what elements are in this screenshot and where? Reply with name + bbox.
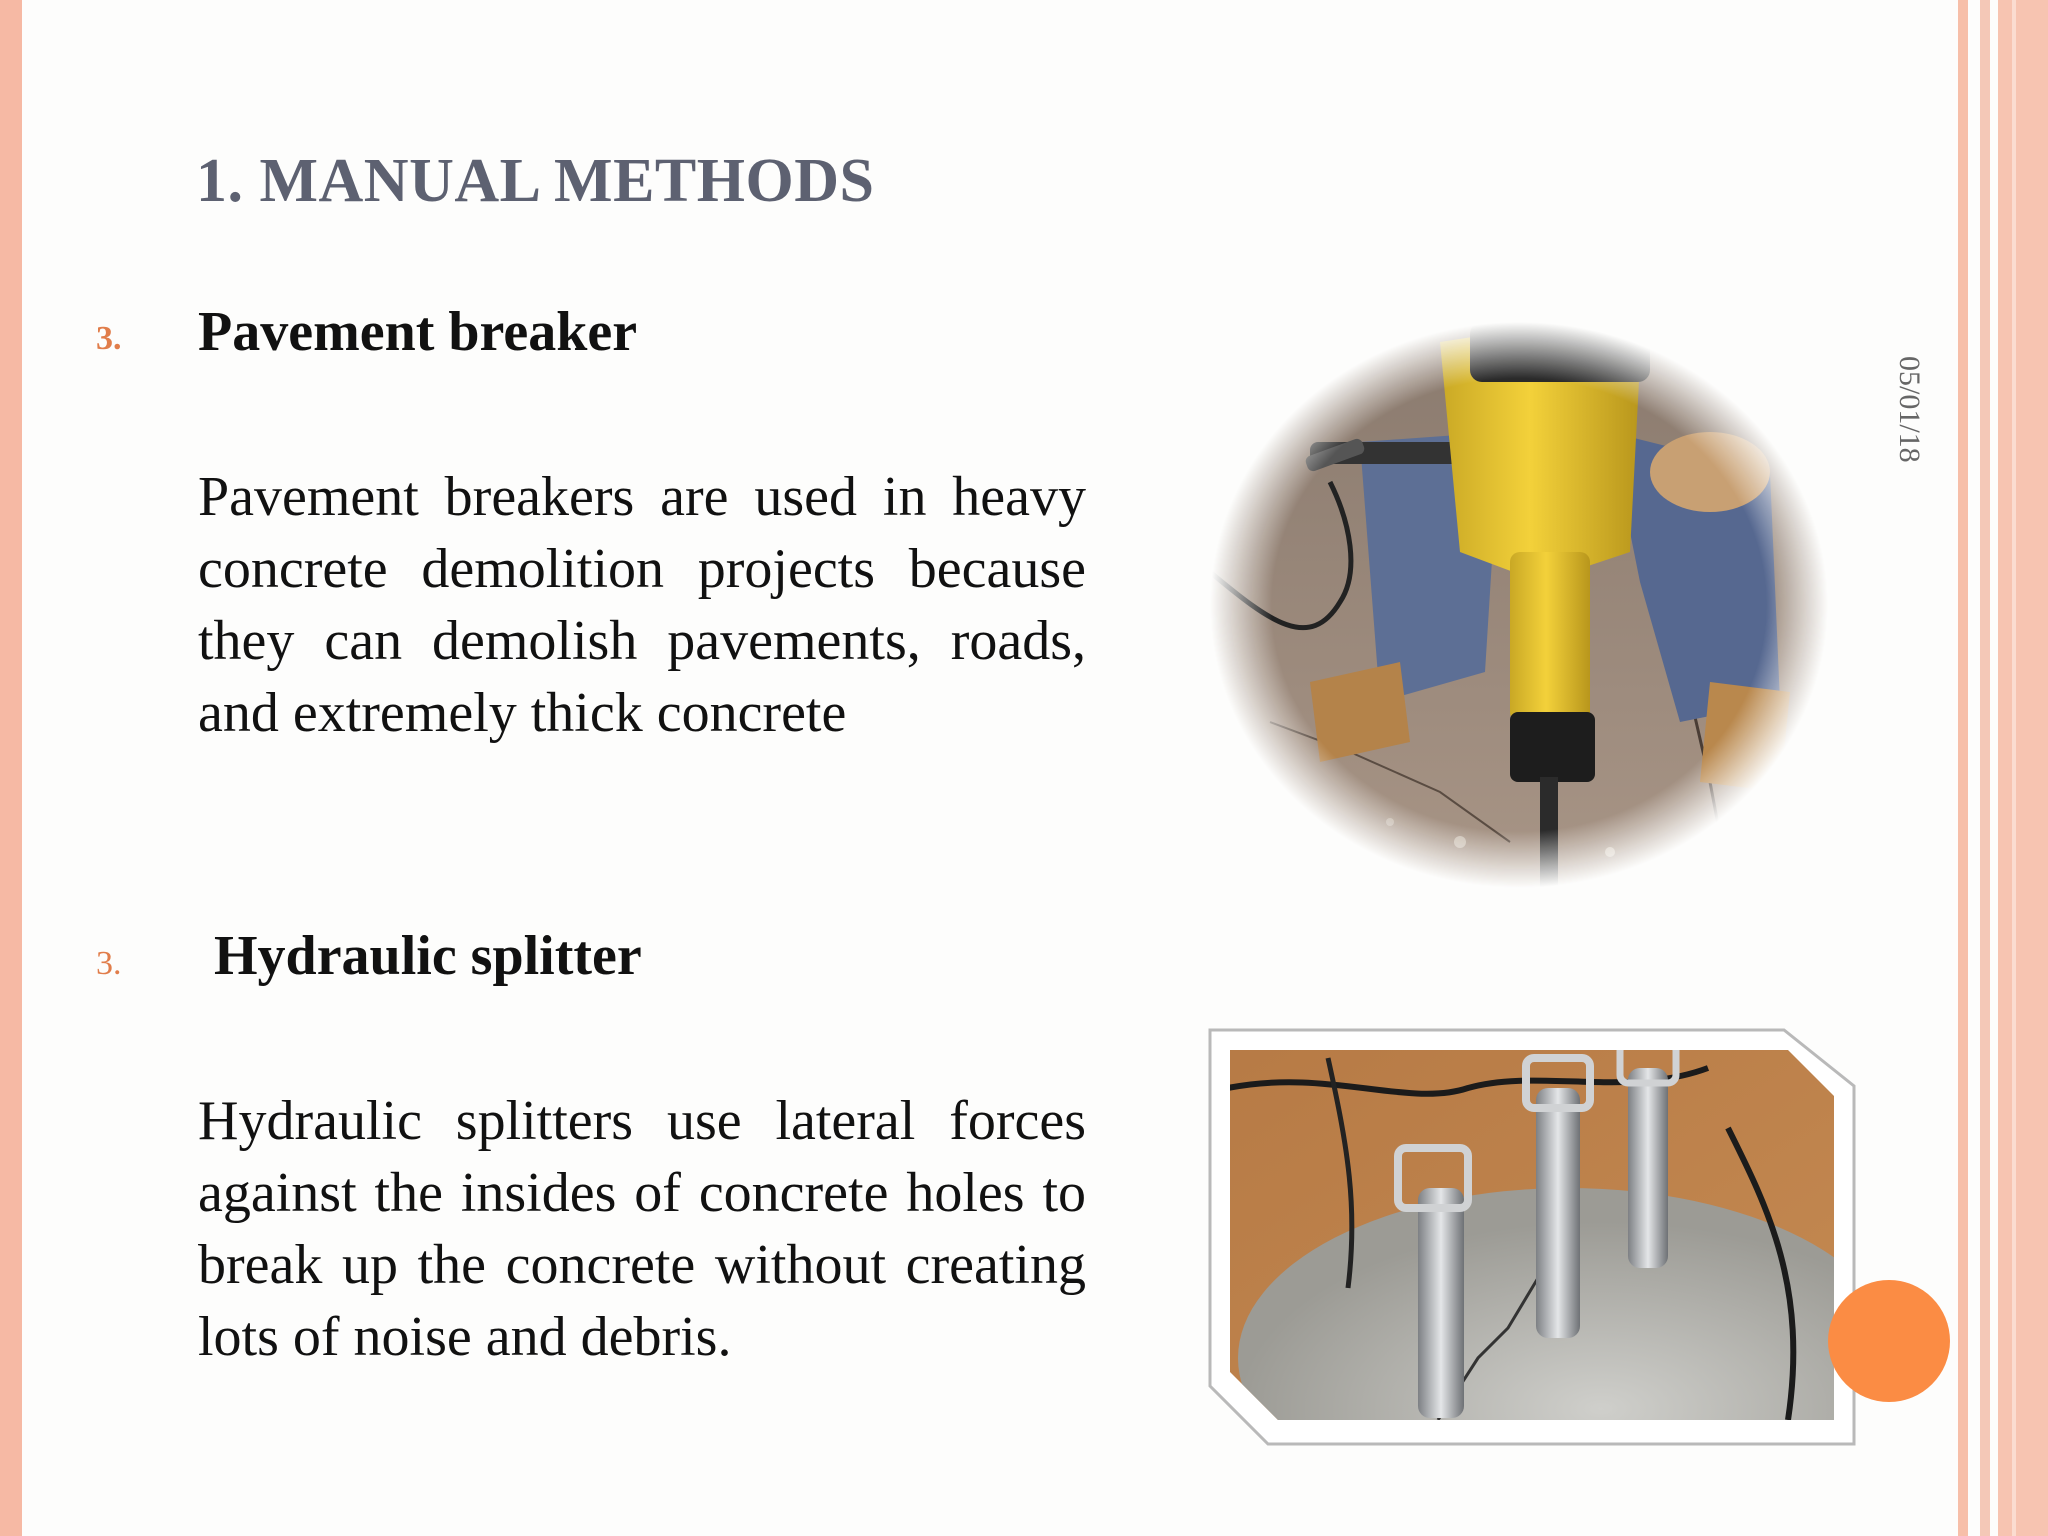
pavement-breaker-photo: [1210, 322, 1828, 888]
right-border-strip: [1980, 0, 1990, 1536]
item-body-hydraulic-splitter: Hydraulic splitters use lateral forces against the insides of concrete holes to break up the concrete without creating lots of noise and debris.: [198, 1090, 1086, 1368]
right-border-strip: [1998, 0, 2048, 1536]
slide-title: 1. MANUAL METHODS: [196, 147, 875, 215]
decorative-circle: [1828, 1280, 1950, 1402]
item-heading-hydraulic-splitter: Hydraulic splitter: [214, 925, 642, 987]
left-border-strip: [0, 0, 22, 1536]
slide-date: 05/01/18: [1893, 356, 1926, 463]
hydraulic-splitter-photo: [1208, 1028, 1856, 1446]
item-body-pavement-breaker: Pavement breakers are used in heavy concrete demolition projects because they can demolish pavements, roads, and extremely thick concrete: [198, 466, 1086, 744]
right-border-strip: [1958, 0, 1968, 1536]
item-number: 3.: [96, 320, 122, 357]
item-heading-pavement-breaker: Pavement breaker: [198, 301, 638, 363]
item-number: 3.: [96, 945, 122, 982]
